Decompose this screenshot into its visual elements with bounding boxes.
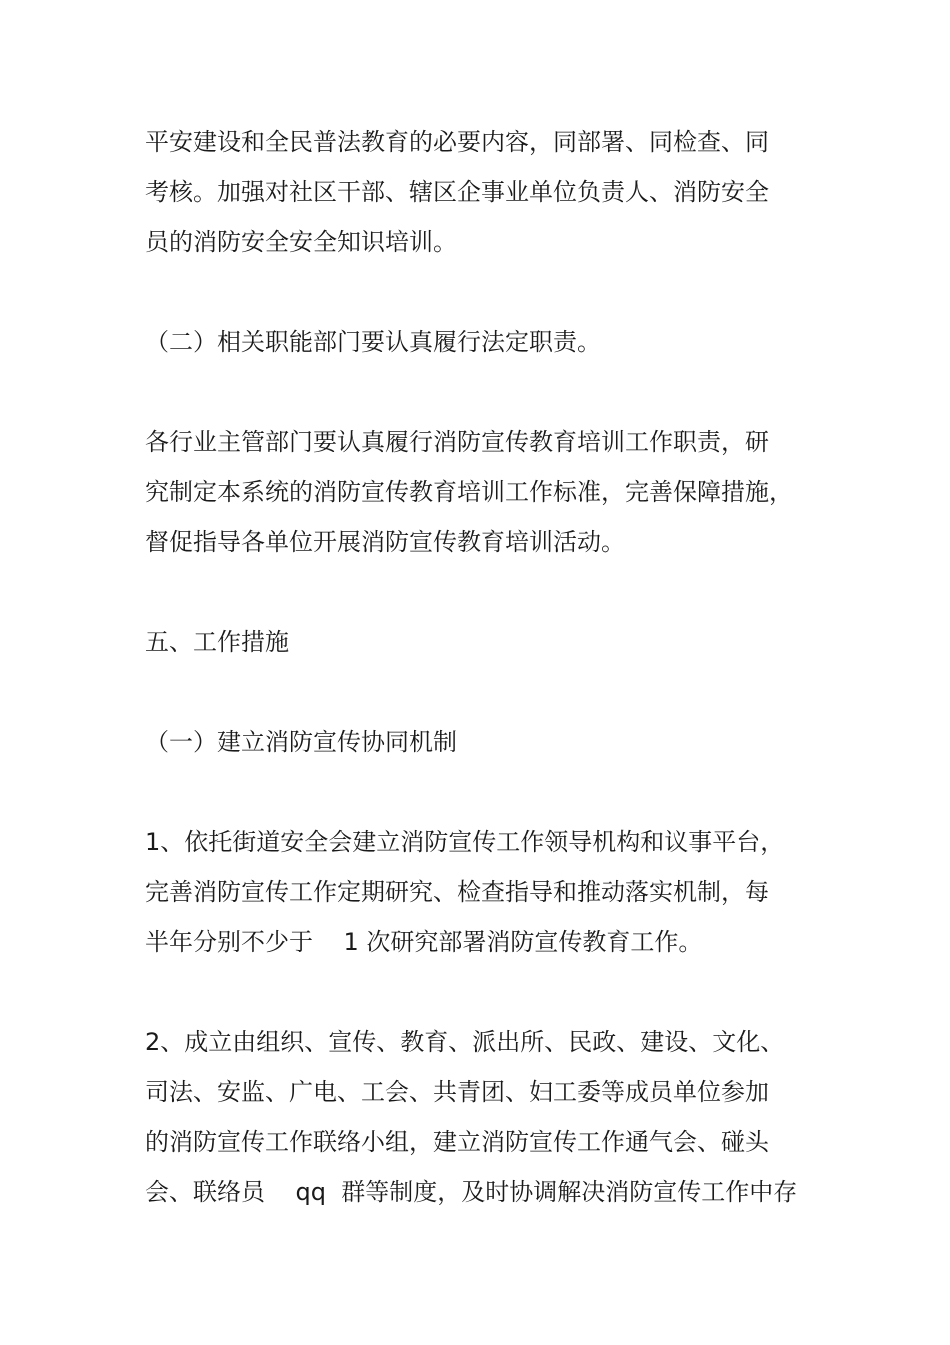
body-text-line: 司法、安监、广电、工会、共青团、妇工委等成员单位参加: [145, 1078, 769, 1106]
body-text-line: 考核。加强对社区干部、辖区企事业单位负责人、消防安全: [145, 178, 769, 206]
body-text-line: 2、成立由组织、宣传、教育、派出所、民政、建设、文化、: [145, 1028, 785, 1056]
body-text-line: 各行业主管部门要认真履行消防宣传教育培训工作职责，研: [145, 428, 769, 456]
body-text-line: 员的消防安全安全知识培训。: [145, 228, 457, 256]
body-text-line: 的消防宣传工作联络小组，建立消防宣传工作通气会、碰头: [145, 1128, 769, 1156]
section-heading: 五、工作措施: [145, 628, 289, 656]
section-heading: （一）建立消防宣传协同机制: [145, 728, 457, 756]
body-text-line: 究制定本系统的消防宣传教育培训工作标准，完善保障措施，: [145, 478, 793, 506]
body-text-line: 半年分别不少于 1 次研究部署消防宣传教育工作。: [145, 928, 703, 956]
body-text-line: 督促指导各单位开展消防宣传教育培训活动。: [145, 528, 625, 556]
body-text-line: 会、联络员 qq 群等制度，及时协调解决消防宣传工作中存: [145, 1178, 798, 1206]
body-text-line: 1、依托街道安全会建立消防宣传工作领导机构和议事平台，: [145, 828, 785, 856]
section-heading: （二）相关职能部门要认真履行法定职责。: [145, 328, 601, 356]
body-text-line: 平安建设和全民普法教育的必要内容，同部署、同检查、同: [145, 128, 769, 156]
body-text-line: 完善消防宣传工作定期研究、检查指导和推动落实机制，每: [145, 878, 769, 906]
